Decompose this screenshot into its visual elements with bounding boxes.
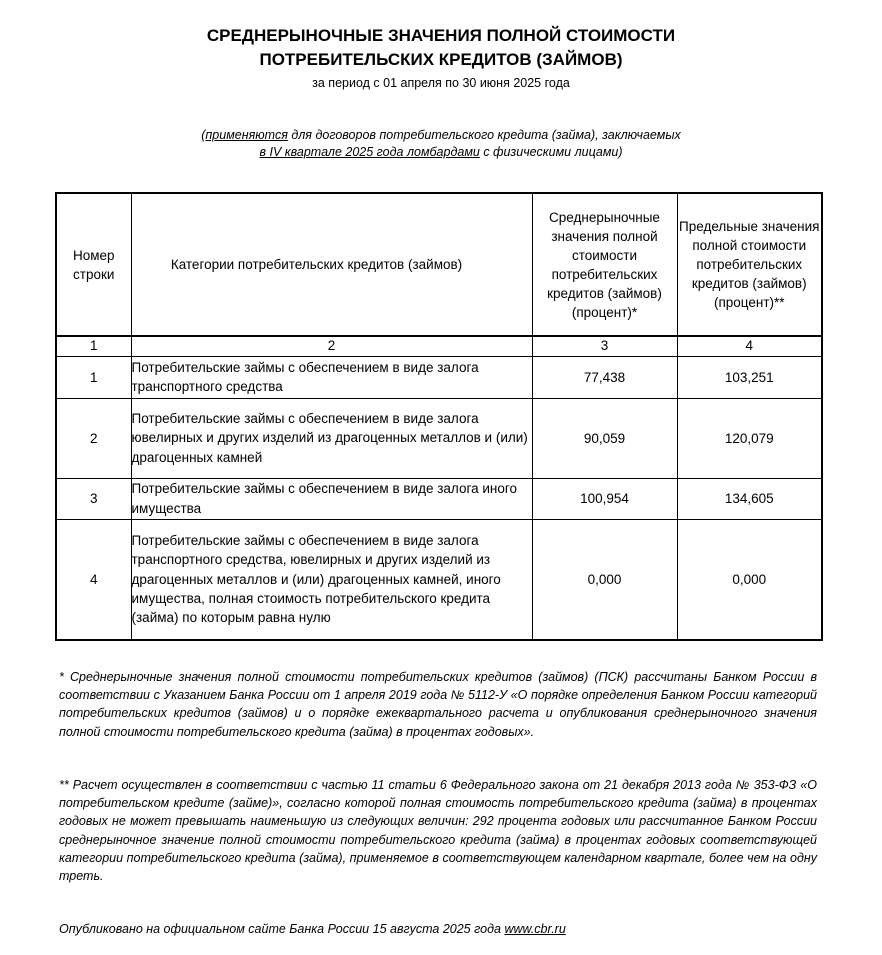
row-average-value: 90,059 bbox=[532, 398, 677, 478]
row-number: 1 bbox=[56, 356, 131, 398]
table-header-row bbox=[56, 193, 822, 336]
row-average-value: 77,438 bbox=[532, 356, 677, 398]
header-average-value: Среднерыночные значения полной стоимости потребительских кредитов (займов) (процент)* bbox=[532, 193, 677, 336]
column-number-row bbox=[56, 336, 822, 356]
row-limit-value: 0,000 bbox=[677, 519, 822, 640]
column-number: 3 bbox=[532, 336, 677, 356]
applies-text-1: для договоров потребительского кредита (займа), заключаемых bbox=[287, 128, 681, 142]
row-average-value: 100,954 bbox=[532, 478, 677, 519]
publication-note bbox=[59, 922, 566, 936]
row-category: Потребительские займы с обеспечением в виде залога транспортного средства bbox=[131, 356, 532, 398]
row-category: Потребительские займы с обеспечением в виде залога ювелирных и других изделий из драгоценных металлов и (или) драгоценных камней bbox=[131, 398, 532, 478]
header-category: Категории потребительских кредитов (займов) bbox=[131, 193, 532, 336]
header-row-number: Номер строки bbox=[56, 193, 131, 336]
table-row bbox=[56, 356, 822, 398]
row-limit-value: 103,251 bbox=[677, 356, 822, 398]
table-row bbox=[56, 398, 822, 478]
row-category: Потребительские займы с обеспечением в виде залога иного имущества bbox=[131, 478, 532, 519]
header-limit-value: Предельные значения полной стоимости потребительских кредитов (займов) (процент)** bbox=[677, 193, 822, 336]
row-number: 2 bbox=[56, 398, 131, 478]
psk-table bbox=[55, 192, 823, 641]
column-number: 2 bbox=[131, 336, 532, 356]
applies-text-2: с физическими лицами) bbox=[479, 145, 623, 159]
column-number: 1 bbox=[56, 336, 131, 356]
applies-underlined-2: в IV квартале 2025 года ломбардами bbox=[259, 145, 480, 159]
applies-underlined-1: применяются bbox=[205, 128, 288, 142]
cbr-site-link[interactable]: www.cbr.ru bbox=[504, 922, 566, 936]
applicability-note bbox=[0, 127, 882, 161]
row-number: 4 bbox=[56, 519, 131, 640]
applies-open-paren: ( bbox=[201, 128, 206, 142]
document-title bbox=[0, 24, 882, 72]
row-limit-value: 134,605 bbox=[677, 478, 822, 519]
table-row bbox=[56, 478, 822, 519]
column-number: 4 bbox=[677, 336, 822, 356]
period-subtitle: за период с 01 апреля по 30 июня 2025 года bbox=[312, 76, 570, 90]
footnote-average: * Среднерыночные значения полной стоимости потребительских кредитов (займов) (ПСК) рассчитаны Банком России в соответствии с Указанием Банка России от 1 апреля 2019 года № 5112-У «О порядке определения Банком России категорий потребительских кредитов (займов) и о порядке ежеквартального расчета и опубликования среднерыночного значения полной стоимости потребительского кредита (займа) в процентах годовых». bbox=[59, 670, 817, 739]
row-category: Потребительские займы с обеспечением в виде залога транспортного средства, ювелирных и других изделий из драгоценных металлов и (или) драгоценных камней, иного имущества, полная стоимость потребительского кредита (займа) по которым равна нулю bbox=[131, 519, 532, 640]
publication-text: Опубликовано на официальном сайте Банка России 15 августа 2025 года bbox=[59, 922, 501, 936]
title-line-1: СРЕДНЕРЫНОЧНЫЕ ЗНАЧЕНИЯ ПОЛНОЙ СТОИМОСТИ bbox=[206, 26, 676, 45]
row-limit-value: 120,079 bbox=[677, 398, 822, 478]
row-average-value: 0,000 bbox=[532, 519, 677, 640]
table-row bbox=[56, 519, 822, 640]
title-line-2: ПОТРЕБИТЕЛЬСКИХ КРЕДИТОВ (ЗАЙМОВ) bbox=[259, 50, 623, 69]
footnote-limit: ** Расчет осуществлен в соответствии с частью 11 статьи 6 Федерального закона от 21 декабря 2013 года № 353-ФЗ «О потребительском кредите (займе)», согласно которой полная стоимость потребительского кредита (займа) в процентах годовых не может превышать наименьшую из следующих величин: 292 процента годовых или рассчитанное Банком России среднерыночное значение полной стоимости потребительского кредита (займа) в процентах годовых соответствующей категории потребительского кредита (займа), применяемое в соответствующем календарном квартале, более чем на одну треть. bbox=[59, 778, 817, 884]
row-number: 3 bbox=[56, 478, 131, 519]
